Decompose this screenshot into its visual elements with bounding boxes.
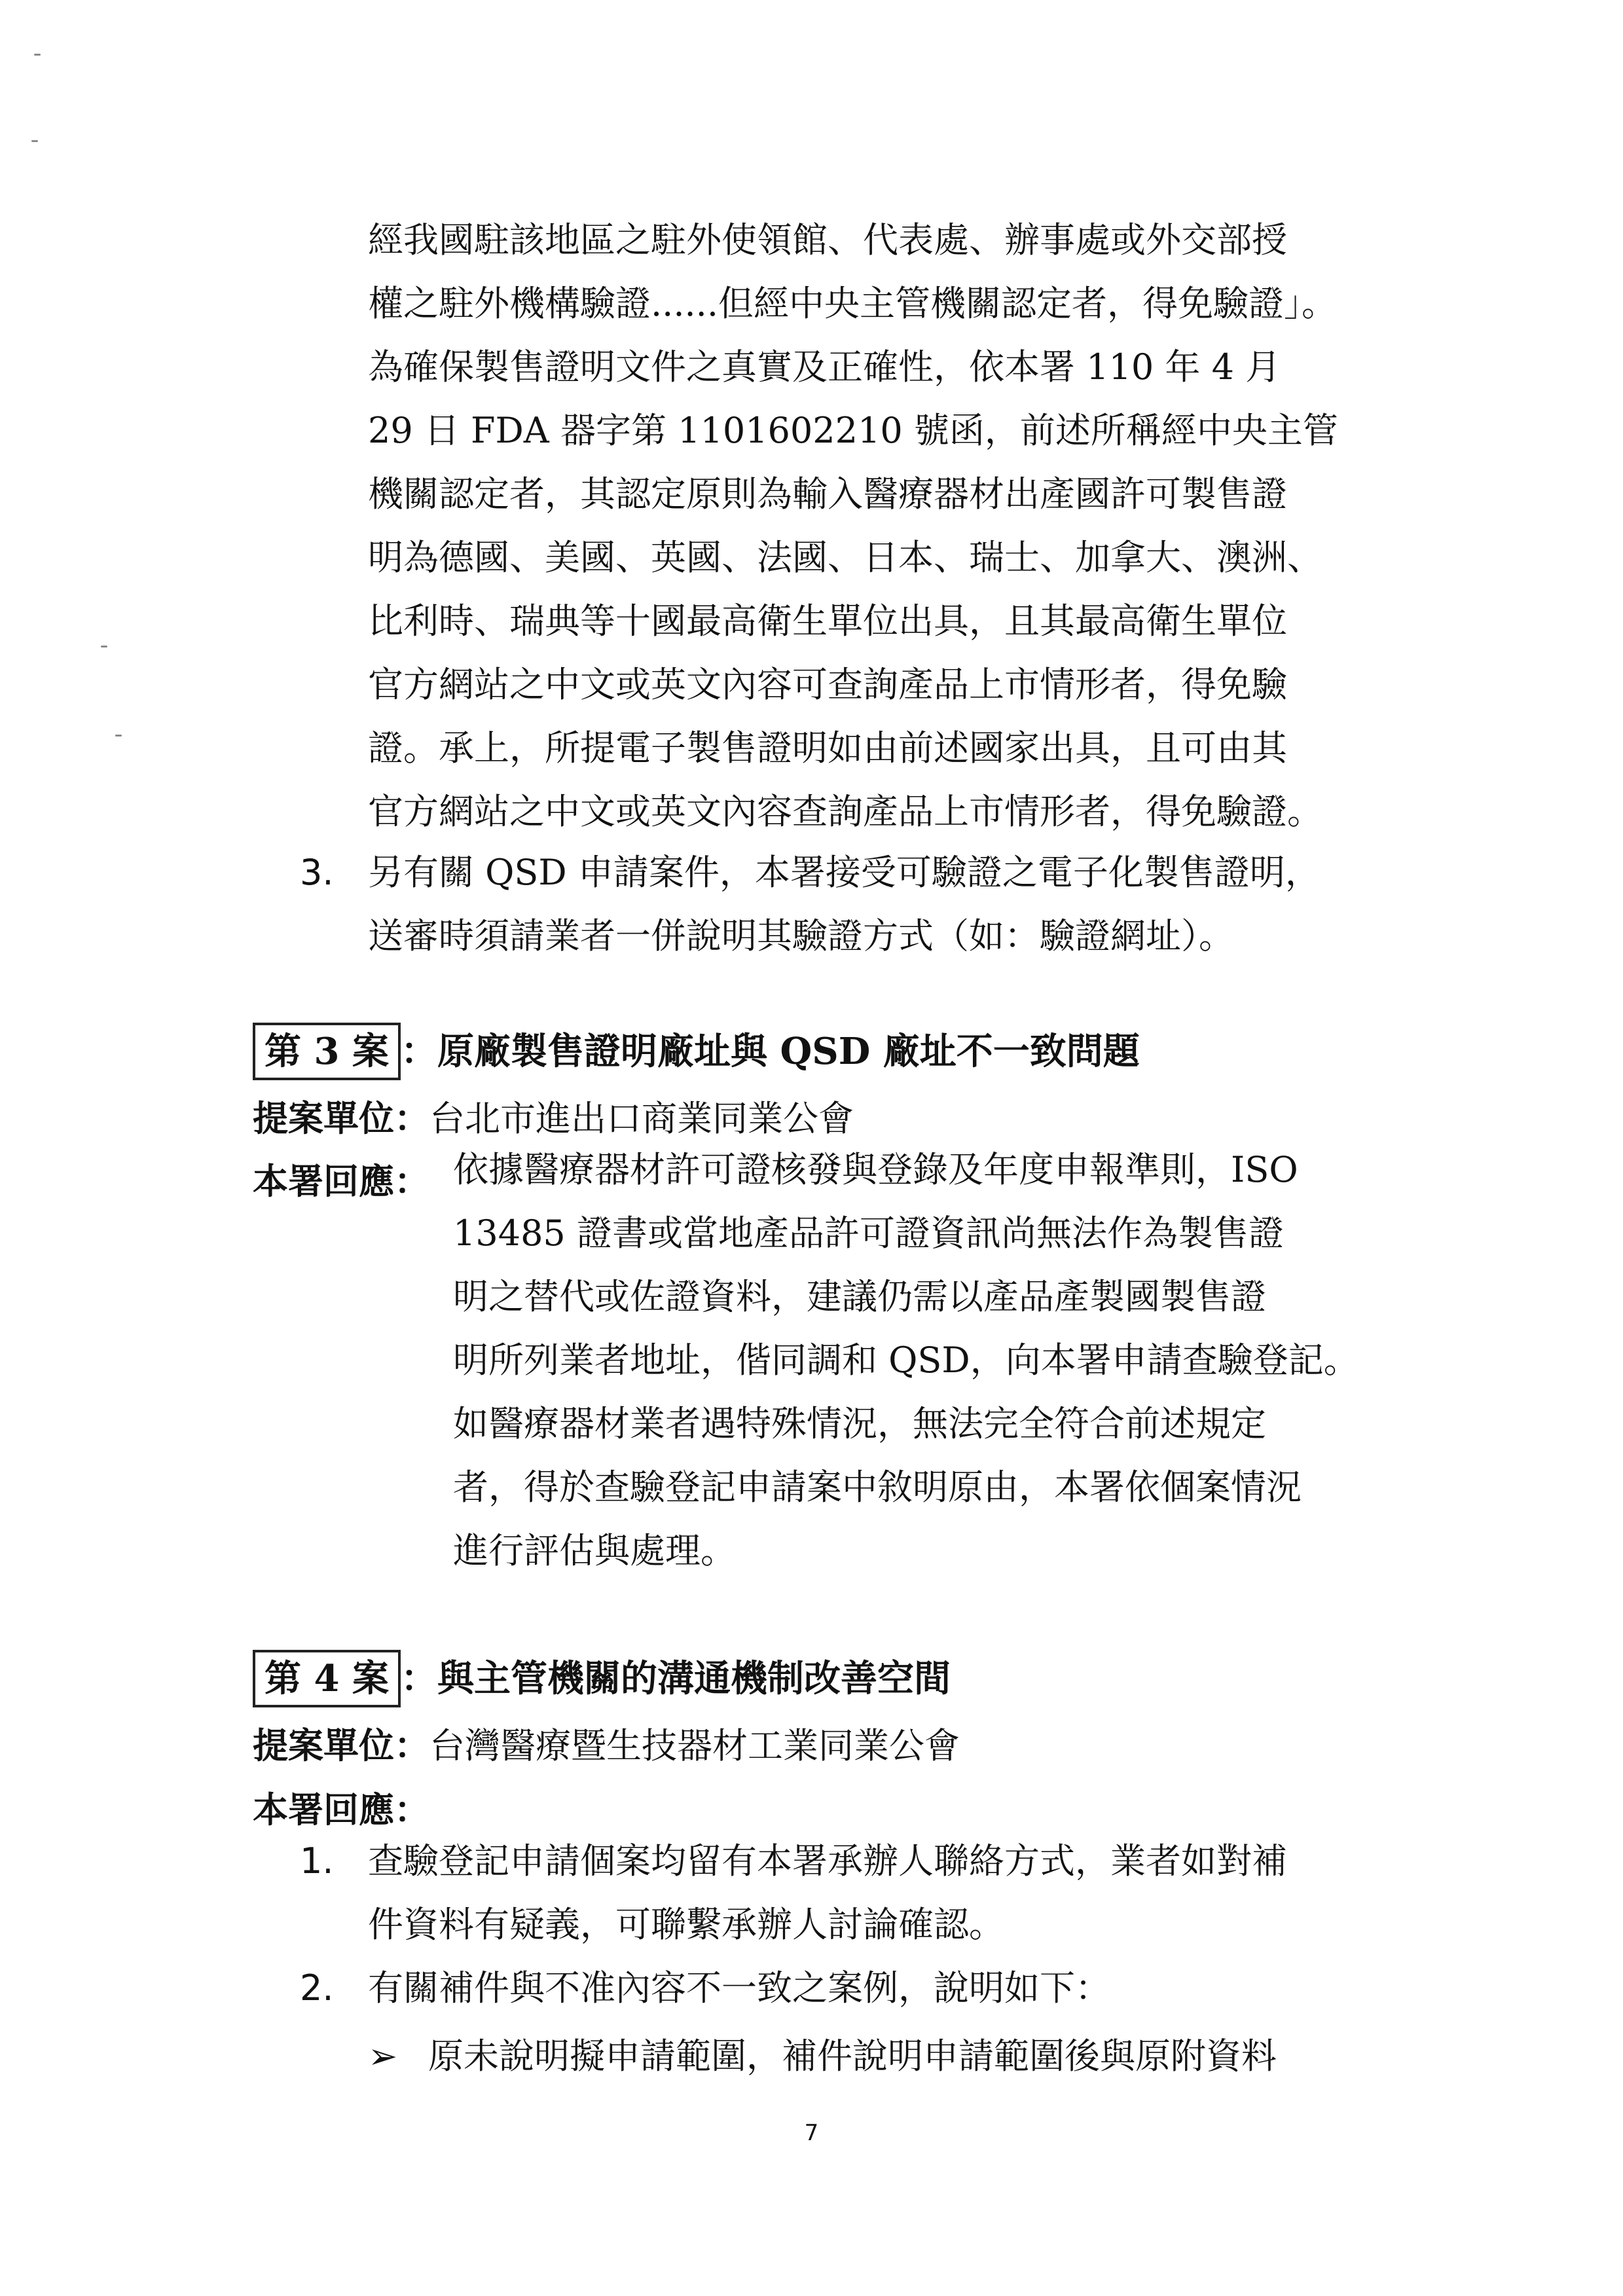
proposer-value: 台灣醫療暨生技器材工業同業公會 — [429, 1725, 960, 1766]
case-4-bullet — [368, 2028, 1277, 2079]
list-text: 送審時須請業者一併說明其驗證方式（如：驗證網址）。 — [368, 915, 1234, 957]
reply-line: 明之替代或佐證資料，建議仍需以產品產製國製售證 — [453, 1276, 1266, 1317]
paragraph-line: 權之駐外機構驗證......但經中央主管機關認定者，得免驗證」。 — [368, 283, 1337, 324]
arrow-bullet-icon: ➢ — [368, 2035, 398, 2077]
case-title: ：原廠製售證明廠址與 QSD 廠址不一致問題 — [400, 1030, 1140, 1073]
list-number: 2. — [300, 1967, 334, 2009]
continuation-paragraph — [368, 208, 1432, 843]
paragraph-line: 官方網站之中文或英文內容查詢產品上市情形者，得免驗證。 — [368, 791, 1322, 832]
case-4-item-1 — [300, 1829, 1432, 1956]
paragraph-line: 29 日 FDA 器字第 1101602210 號函，前述所稱經中央主管 — [368, 410, 1338, 451]
list-number: 1. — [300, 1840, 334, 1882]
reply-line: 明所列業者地址，偕同調和 QSD，向本署申請查驗登記。 — [453, 1339, 1359, 1381]
list-text: 件資料有疑義，可聯繫承辦人討論確認。 — [368, 1904, 1004, 1945]
page-number: 7 — [804, 2120, 819, 2146]
case-4-heading — [253, 1650, 951, 1707]
proposer-label: 提案單位： — [253, 1097, 429, 1139]
reply-label: 本署回應： — [253, 1160, 429, 1202]
list-text: 有關補件與不准內容不一致之案例，說明如下： — [368, 1967, 1110, 2009]
case-3-reply-label — [253, 1154, 429, 1204]
scan-speck — [31, 140, 38, 142]
paragraph-line: 官方網站之中文或英文內容可查詢產品上市情形者，得免驗 — [368, 664, 1287, 705]
list-item-3 — [300, 841, 1432, 968]
scan-speck — [101, 646, 107, 647]
paragraph-line: 證。承上，所提電子製售證明如由前述國家出具，且可由其 — [368, 727, 1287, 769]
case-4-item-2 — [300, 1956, 1432, 2020]
list-text: 另有關 QSD 申請案件，本署接受可驗證之電子化製售證明， — [368, 852, 1321, 893]
reply-line: 依據醫療器材許可證核發與登錄及年度申報準則，ISO — [453, 1149, 1298, 1190]
reply-line: 者，得於查驗登記申請案中敘明原由，本署依個案情況 — [453, 1467, 1302, 1508]
case-4-proposer — [253, 1718, 960, 1768]
paragraph-line: 經我國駐該地區之駐外使領館、代表處、辦事處或外交部授 — [368, 219, 1287, 261]
paragraph-line: 機關認定者，其認定原則為輸入醫療器材出產國許可製售證 — [368, 473, 1287, 515]
reply-label: 本署回應： — [253, 1789, 429, 1831]
case-3-proposer — [253, 1091, 854, 1141]
case-4-reply-label — [253, 1782, 429, 1832]
paragraph-line: 明為德國、美國、英國、法國、日本、瑞士、加拿大、澳洲、 — [368, 537, 1322, 578]
reply-line: 如醫療器材業者遇特殊情況，無法完全符合前述規定 — [453, 1403, 1266, 1444]
proposer-label: 提案單位： — [253, 1724, 429, 1766]
case-title: ：與主管機關的溝通機制改善空間 — [400, 1657, 951, 1700]
list-text: 查驗登記申請個案均留有本署承辦人聯絡方式，業者如對補 — [368, 1840, 1287, 1882]
paragraph-line: 比利時、瑞典等十國最高衛生單位出具，且其最高衛生單位 — [368, 600, 1287, 642]
reply-line: 進行評估與處理。 — [453, 1530, 736, 1571]
reply-line: 13485 證書或當地產品許可證資訊尚無法作為製售證 — [453, 1212, 1284, 1254]
case-number-box: 第 4 案 — [253, 1650, 401, 1707]
scan-speck — [115, 735, 122, 737]
case-3-reply-body — [453, 1138, 1435, 1582]
case-number-box: 第 3 案 — [253, 1023, 401, 1080]
case-3-heading — [253, 1023, 1140, 1080]
list-number: 3. — [300, 852, 334, 893]
bullet-text: 原未說明擬申請範圍，補件說明申請範圍後與原附資料 — [428, 2035, 1277, 2077]
scan-speck — [34, 54, 41, 56]
paragraph-line: 為確保製售證明文件之真實及正確性，依本署 110 年 4 月 — [368, 346, 1281, 388]
proposer-value: 台北市進出口商業同業公會 — [429, 1098, 854, 1139]
